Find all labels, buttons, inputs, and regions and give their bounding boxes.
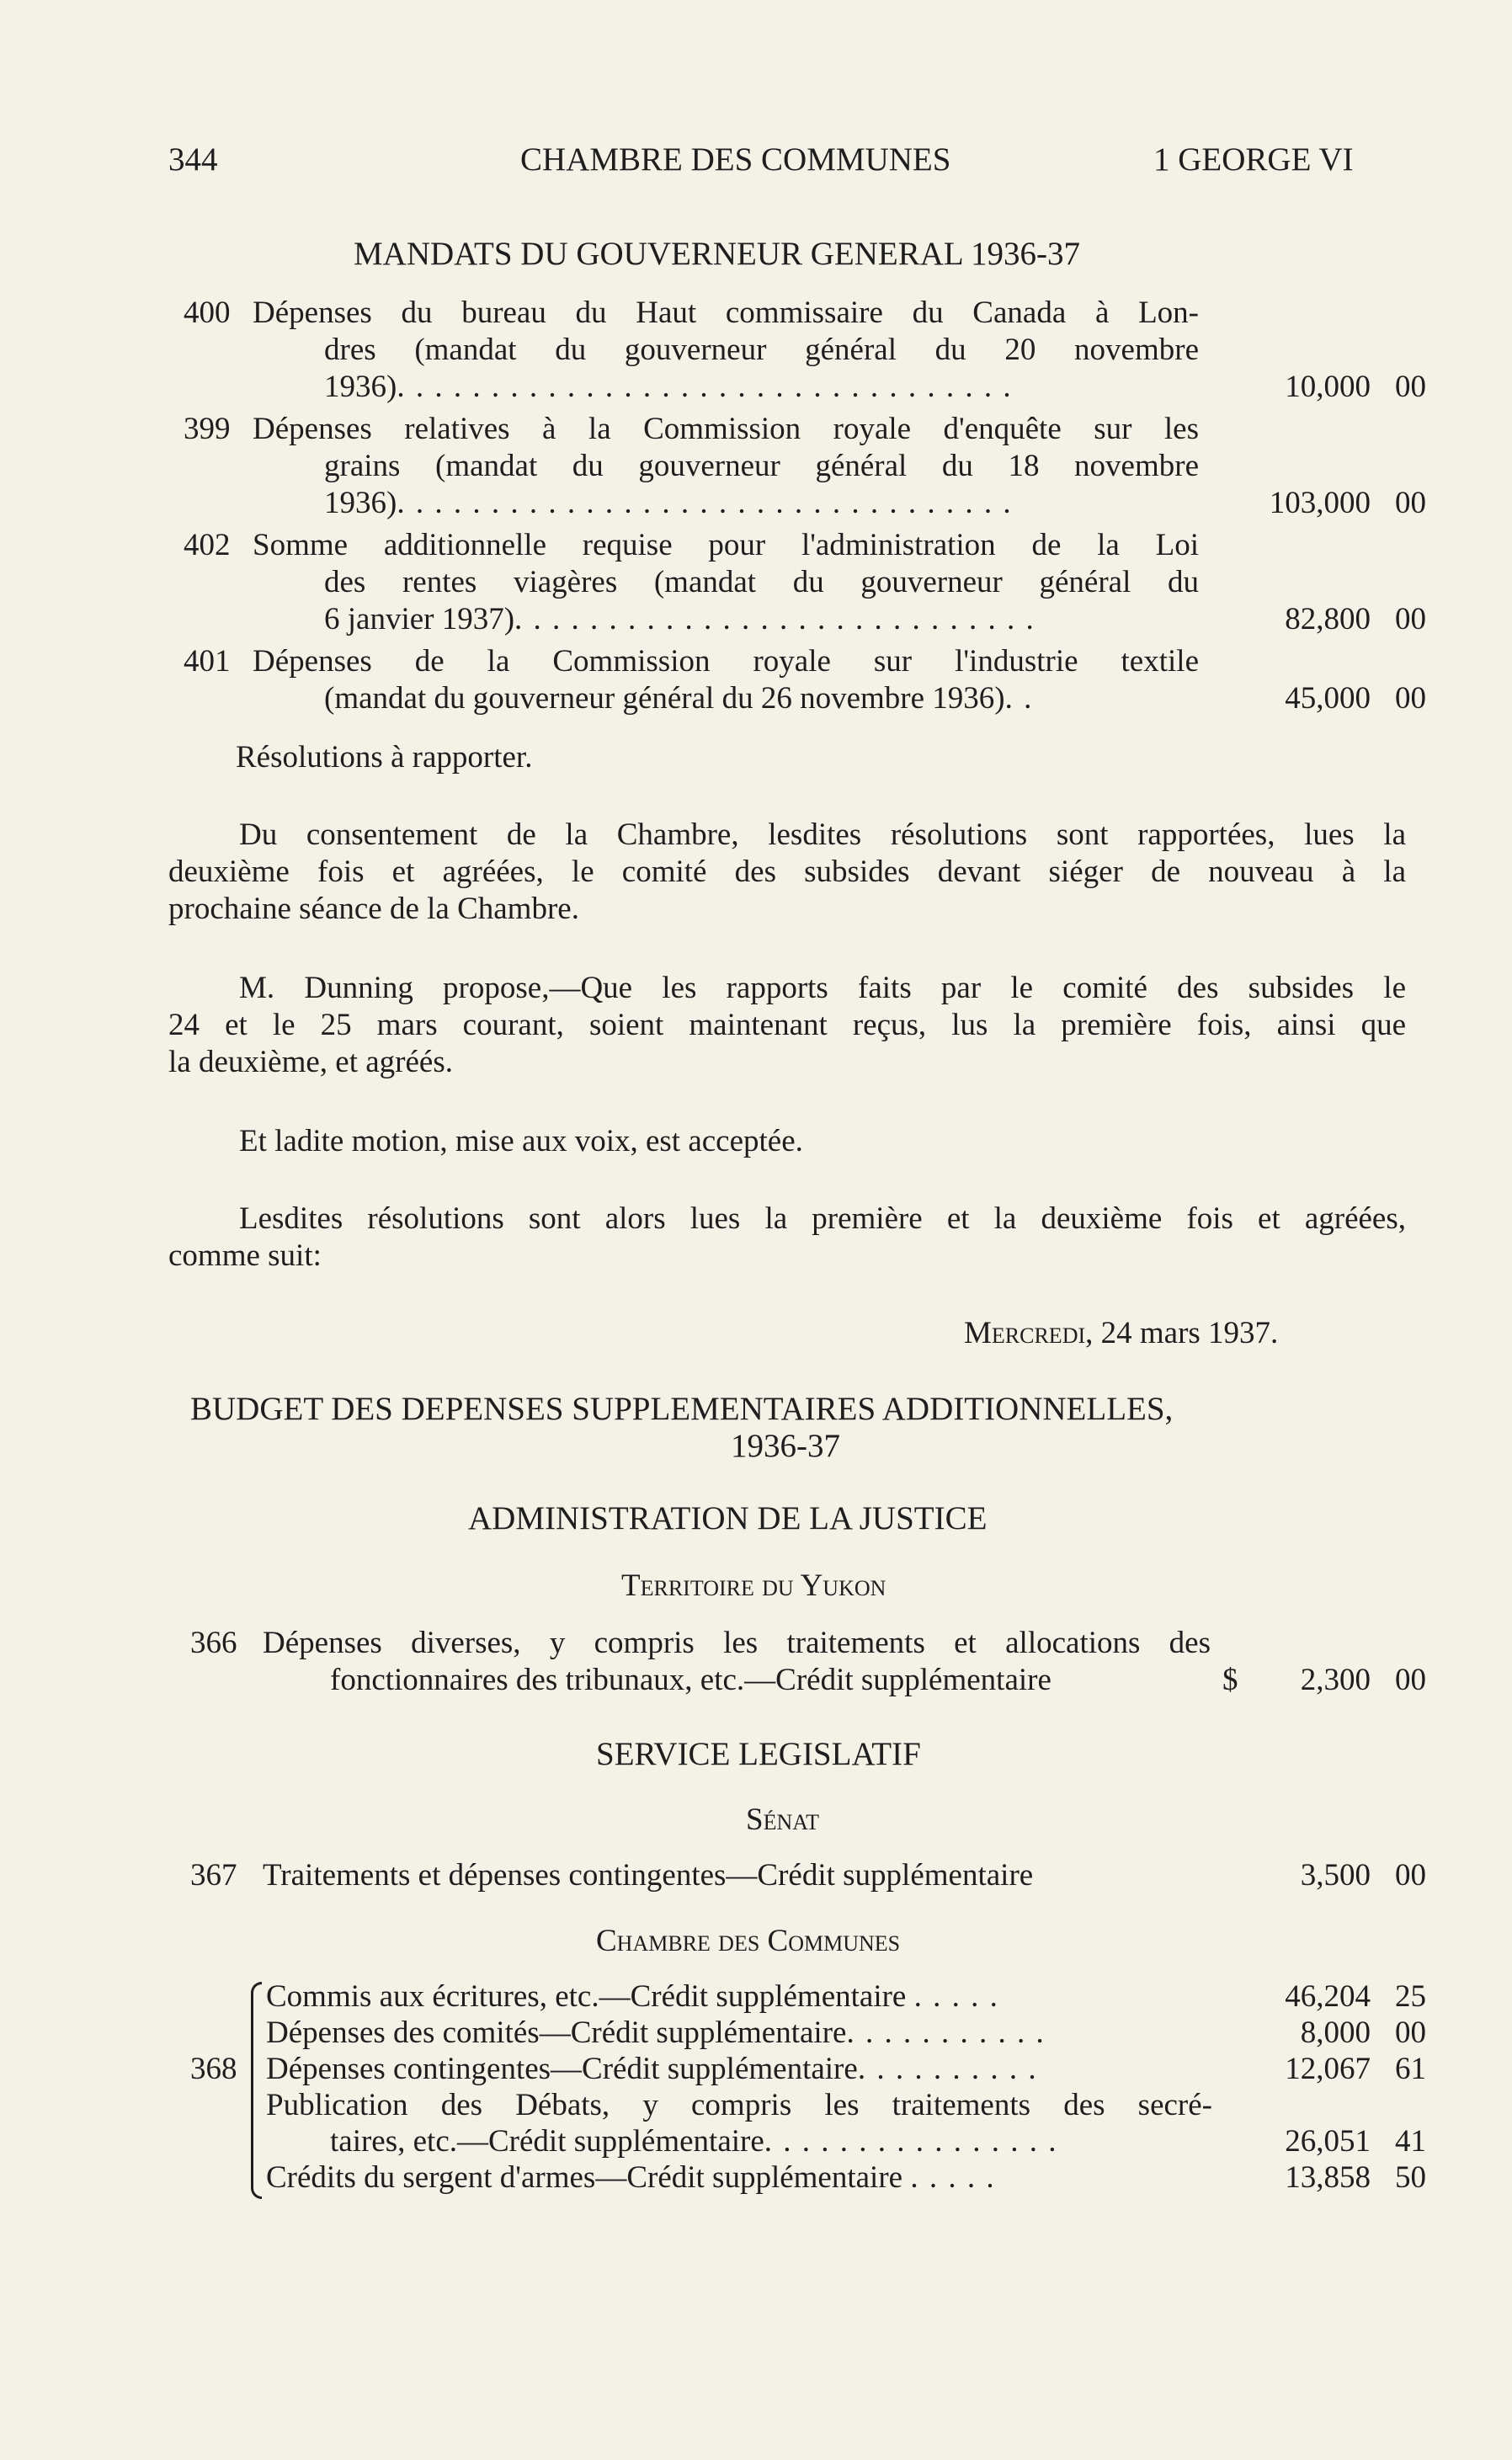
- amount-dollars: 3,500: [1300, 1858, 1371, 1893]
- currency-sign: $: [1222, 1663, 1238, 1697]
- amount: [1254, 1662, 1426, 1698]
- amount: [1254, 1857, 1426, 1893]
- amount: [1238, 485, 1426, 521]
- item-number: 399: [184, 412, 231, 446]
- amount-cents: 00: [1395, 2015, 1426, 2050]
- leader-dots: . . . . .: [910, 2160, 996, 2195]
- running-title: CHAMBRE DES COMMUNES: [520, 141, 951, 178]
- item-line: taires, etc.—Crédit supplémentaire. . . . . . . . . . . . . . . .: [330, 2124, 1058, 2159]
- item-line: Dépenses des comités—Crédit supplémentaire. . . . . . . . . . .: [266, 2015, 1046, 2050]
- amount-dollars: 8,000: [1300, 2015, 1371, 2050]
- paragraph-line: M. Dunning propose,—Que les rapports faits par le comité des subsides le: [239, 971, 1406, 1005]
- item-line: Crédits du sergent d'armes—Crédit supplémentaire . . . . .: [266, 2160, 996, 2195]
- amount: [1254, 2123, 1426, 2159]
- amount-dollars: 13,858: [1285, 2160, 1371, 2195]
- paragraph-line: deuxième fois et agréées, le comité des subsides devant siéger de nouveau à la: [168, 855, 1406, 889]
- amount-dollars: 26,051: [1285, 2124, 1371, 2159]
- item-line: (mandat du gouverneur général du 26 novembre 1936). .: [324, 681, 1034, 716]
- amount-dollars: 103,000: [1269, 486, 1371, 520]
- leader-dots: . . . . . . . . . . .: [846, 2015, 1046, 2050]
- item-number: 400: [184, 296, 231, 330]
- amount: [1254, 1978, 1426, 2015]
- amount-cents: 00: [1395, 370, 1426, 404]
- item-line: fonctionnaires des tribunaux, etc.—Crédit supplémentaire: [330, 1663, 1051, 1697]
- amount-cents: 00: [1395, 602, 1426, 636]
- amount-cents: 00: [1395, 1663, 1426, 1697]
- leader-dots: . . . . . . . . . . . . . . . .: [764, 2124, 1058, 2159]
- item-line: 1936). . . . . . . . . . . . . . . . . . . . . . . . . . . . . . . . .: [324, 486, 1013, 520]
- leader-dots: . . . . .: [913, 1979, 999, 2014]
- senat-heading: Sénat: [746, 1802, 820, 1837]
- amount: [1254, 2051, 1426, 2087]
- item-line: Publication des Débats, y compris les traitements des secré-: [266, 2088, 1212, 2122]
- budget-title: BUDGET DES DEPENSES SUPPLEMENTAIRES ADDITIONNELLES,: [190, 1391, 1174, 1427]
- amount: [1238, 601, 1426, 637]
- dateline: [964, 1315, 1278, 1352]
- yukon-heading: Territoire du Yukon: [621, 1568, 886, 1603]
- item-line: Somme additionnelle requise pour l'administration de la Loi: [253, 528, 1199, 562]
- item-number: 366: [190, 1626, 237, 1660]
- paragraph-line: Du consentement de la Chambre, lesdites résolutions sont rapportées, lues la: [239, 817, 1406, 852]
- paragraph-line: la deuxième, et agréés.: [168, 1045, 453, 1079]
- amount-cents: 50: [1395, 2160, 1426, 2195]
- item-line: dres (mandat du gouverneur général du 20 novembre: [324, 333, 1199, 367]
- paragraph-line: 24 et le 25 mars courant, soient maintenant reçus, lus la première fois, ainsi que: [168, 1008, 1406, 1042]
- amount-dollars: 45,000: [1285, 681, 1371, 716]
- legislatif-heading: SERVICE LEGISLATIF: [596, 1736, 921, 1772]
- paragraph-line: Lesdites résolutions sont alors lues la première et la deuxième fois et agréées,: [239, 1201, 1406, 1236]
- paragraph-line: comme suit:: [168, 1238, 322, 1273]
- amount-cents: 00: [1395, 1858, 1426, 1893]
- dateline-date: 24 mars 1937.: [1100, 1316, 1279, 1350]
- grouping-brace: [251, 1982, 262, 2199]
- amount-dollars: 12,067: [1285, 2052, 1371, 2086]
- item-number: 367: [190, 1858, 237, 1893]
- amount-cents: 41: [1395, 2124, 1426, 2159]
- item-number: 402: [184, 528, 231, 562]
- item-number: 401: [184, 644, 231, 679]
- amount-cents: 25: [1395, 1979, 1426, 2014]
- communes-heading: Chambre des Communes: [596, 1924, 901, 1958]
- amount-cents: 00: [1395, 681, 1426, 716]
- item-line: grains (mandat du gouverneur général du 18 novembre: [324, 449, 1199, 483]
- mandats-heading: MANDATS DU GOUVERNEUR GENERAL 1936-37: [354, 236, 1081, 272]
- item-line: Dépenses relatives à la Commission royale d'enquête sur les: [253, 412, 1199, 446]
- amount-dollars: 2,300: [1300, 1663, 1371, 1697]
- amount-dollars: 10,000: [1285, 370, 1371, 404]
- item-line: Dépenses du bureau du Haut commissaire du Canada à Lon-: [253, 296, 1199, 330]
- amount-cents: 00: [1395, 486, 1426, 520]
- item-line: Dépenses contingentes—Crédit supplémentaire. . . . . . . . . .: [266, 2052, 1038, 2086]
- amount-dollars: 82,800: [1285, 602, 1371, 636]
- paragraph-line: Et ladite motion, mise aux voix, est acceptée.: [239, 1124, 803, 1158]
- leader-dots: . .: [1004, 681, 1034, 716]
- amount: [1238, 680, 1426, 716]
- resolutions-closing: Résolutions à rapporter.: [236, 740, 533, 775]
- leader-dots: . . . . . . . . . . . . . . . . . . . . . . . . . . . . . . . . .: [397, 486, 1013, 520]
- amount: [1238, 369, 1426, 405]
- page-number: 344: [168, 141, 218, 178]
- amount: [1254, 2159, 1426, 2196]
- paragraph-line: prochaine séance de la Chambre.: [168, 892, 579, 926]
- item-line: Traitements et dépenses contingentes—Crédit supplémentaire: [263, 1858, 1034, 1893]
- budget-title-years: 1936-37: [731, 1428, 840, 1464]
- justice-heading: ADMINISTRATION DE LA JUSTICE: [468, 1500, 988, 1536]
- reign-label: 1 GEORGE VI: [1153, 141, 1354, 178]
- item-line: 1936). . . . . . . . . . . . . . . . . . . . . . . . . . . . . . . . .: [324, 370, 1013, 404]
- amount-dollars: 46,204: [1285, 1979, 1371, 2014]
- item-line: des rentes viagères (mandat du gouverneur général du: [324, 565, 1199, 599]
- amount-cents: 61: [1395, 2052, 1426, 2086]
- leader-dots: . . . . . . . . . . . . . . . . . . . . . . . . . . . .: [514, 602, 1036, 636]
- leader-dots: . . . . . . . . . .: [857, 2052, 1038, 2086]
- dateline-day: Mercredi,: [964, 1316, 1094, 1350]
- item-line: 6 janvier 1937). . . . . . . . . . . . . . . . . . . . . . . . . . . .: [324, 602, 1036, 636]
- amount: [1254, 2015, 1426, 2051]
- leader-dots: . . . . . . . . . . . . . . . . . . . . . . . . . . . . . . . . .: [397, 370, 1013, 404]
- item-line: Dépenses de la Commission royale sur l'industrie textile: [253, 644, 1199, 679]
- item-line: Commis aux écritures, etc.—Crédit supplémentaire . . . . .: [266, 1979, 999, 2014]
- item-number: 368: [190, 2052, 237, 2086]
- item-line: Dépenses diverses, y compris les traitements et allocations des: [263, 1626, 1211, 1660]
